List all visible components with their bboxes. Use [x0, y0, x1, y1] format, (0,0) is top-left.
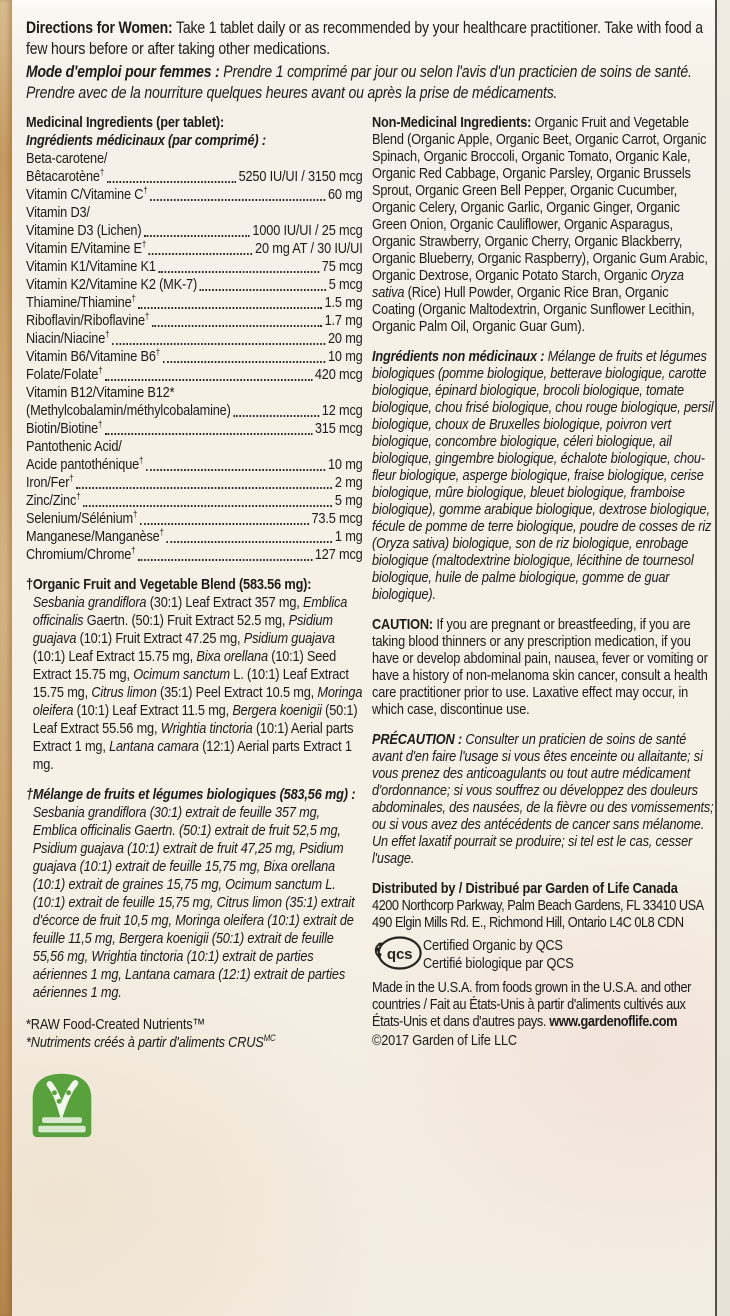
dot-leader — [146, 469, 326, 471]
text-segment: (50:1) Leaf Extract 55.56 mg, — [32, 702, 358, 737]
ingredient-name: Chromium/Chrome† — [26, 545, 136, 563]
dot-leader — [149, 253, 253, 255]
ingredient-amount: 10 mg — [328, 456, 363, 473]
text-segment: Consulter un praticien de soins de santé avant d'en faire l'usage si vous êtes enceinte ou allaitante; si vous prenez des anticoagulants ou tout autre médicament d'ordonnance; si vous souffrez ou développez des douleurs abdominales, des nausées, de la fièvre ou des vomissements; ou si vous avez des antécédents de cancer sans mélanome. Un effet laxatif pourrait se produire; si tel est le cas, cesser l'usage. — [372, 731, 714, 867]
text-segment: Lantana camara — [109, 738, 199, 755]
text-segment: Made in the U.S.A. from foods grown in the U.S.A. and other countries / Fait au États-Unis à partir d'aliments cultivés aux États-Unis et dans d'autres pays. — [372, 979, 692, 1030]
text-segment: Wrightia tinctoria — [160, 720, 253, 737]
text-segment: Ocimum sanctum — [133, 666, 231, 683]
text-segment: *Nutriments créés à partir d'aliments CRUS — [26, 1034, 264, 1051]
ingredient-amount: 1000 IU/UI / 25 mcg — [252, 222, 363, 239]
dot-leader — [150, 199, 325, 201]
organic-blend-fr — [26, 786, 363, 1002]
directions-en-lead: Directions for Women: — [26, 19, 173, 37]
ingredient-name: Vitamine D3 (Lichen) — [26, 222, 142, 239]
text-segment: Sesbania grandiflora (30:1) extrait de feuille 357 mg, Emblica officinalis Gaertn. (50:1) extrait de fruit 52,5 mg, Psidium guajava (10:1) extrait de fruit 47,25 mg, Psidium guajava (10:1) extrait de feuille 15,75 mg, Bixa orellana (10:1) extrait de graines 15,75 mg, Ocimum sanctum L. (10:1) extrait de feuille 15,75 mg, Citrus limon (35:1) extrait d'écorce de fruit 10,5 mg, Moringa oleifera (10:1) extrait de feuille 11,5 mg, Bergera koenigii (50:1) extrait de feuille 55,56 mg, Wrightia tinctoria (10:1) extrait de parties aériennes 1 mg, Lantana camara (12:1) extrait de parties aériennes 1 mg. — [32, 804, 355, 1001]
text-segment: *RAW Food-Created Nutrients — [26, 1016, 193, 1033]
text-segment: www.gardenoflife.com — [549, 1013, 678, 1030]
organic-blend-en — [26, 576, 363, 774]
footnote-marker: † — [98, 419, 103, 429]
text-segment: Bixa orellana — [196, 648, 268, 665]
ingredient-amount: 5 mcg — [328, 276, 363, 293]
ingredient-amount: 12 mcg — [321, 402, 363, 419]
directions-fr — [26, 62, 706, 103]
copyright: ©2017 Garden of Life LLC — [372, 1032, 517, 1049]
dot-leader — [105, 433, 312, 435]
footnote-marker: † — [99, 167, 105, 177]
non-medicinal-fr — [372, 348, 714, 603]
footnote-marker: † — [76, 491, 81, 501]
text-segment: Moringa oleifera — [32, 684, 363, 719]
ingredient-amount: 420 mcg — [314, 366, 363, 383]
ingredient-amount: 1.7 mg — [324, 312, 363, 329]
ingredient-row — [26, 510, 363, 528]
ingredient-row — [26, 258, 363, 276]
dot-leader — [138, 307, 322, 309]
dot-leader — [152, 325, 322, 327]
text-segment: L. (10:1) Leaf Extract 15.75 mg, — [32, 666, 349, 701]
ingredient-row — [26, 222, 363, 240]
ingredient-name: Vitamin D3/ — [26, 204, 90, 221]
ingredient-row — [26, 330, 363, 348]
ingredient-name: Biotin/Biotine† — [26, 419, 103, 437]
text-segment: PRÉCAUTION : — [372, 731, 466, 748]
ingredient-name: Vitamin E/Vitamine E† — [26, 239, 147, 257]
text-segment: If you are pregnant or breastfeeding, if you are taking blood thinners or any prescription medication, if you have or develop abdominal pain, nausea, fever or vomiting or have a history of non-melanoma skin cancer, consult a health care practitioner prior to use. Laxative effect may occur, in which case, discontinue use. — [372, 616, 708, 718]
text-segment: (12:1) Aerial parts Extract 1 mg. — [32, 738, 352, 773]
ingredient-name: (Methylcobalamin/méthylcobalamine) — [26, 402, 231, 419]
caution-en — [372, 616, 714, 718]
footnote-marker: † — [69, 473, 74, 483]
ingredient-row — [26, 294, 363, 312]
dot-leader — [200, 289, 327, 291]
text-segment: (35:1) Peel Extract 10.5 mg, — [156, 684, 318, 701]
ingredient-name: Selenium/Sélénium† — [26, 509, 138, 527]
footnote-raw-en — [26, 1016, 363, 1034]
ingredient-name: Folate/Folate† — [26, 365, 103, 383]
footnote-marker: † — [143, 185, 148, 195]
directions-section — [26, 18, 706, 106]
caution-fr — [372, 731, 714, 867]
ingredient-row — [26, 276, 363, 294]
label-right-edge — [716, 0, 730, 1316]
ingredient-row — [26, 312, 363, 330]
ingredient-name: Vitamin B6/Vitamine B6† — [26, 347, 160, 365]
label-top-highlight — [12, 0, 715, 9]
text-segment: CAUTION: — [372, 616, 437, 633]
ingredient-row — [26, 384, 363, 402]
dot-leader — [83, 505, 332, 507]
text-segment: (10:1) Fruit Extract 47.25 mg, — [76, 630, 244, 647]
ingredient-name: Iron/Fer† — [26, 473, 74, 491]
footnote-marker: † — [105, 329, 110, 339]
text-segment: Non-Medicinal Ingredients: — [372, 114, 535, 131]
left-column — [26, 114, 363, 1145]
dot-leader — [138, 559, 312, 561]
footnote-marker: † — [139, 455, 144, 465]
footnote-marker: † — [131, 293, 136, 303]
ingredient-name: Bêtacarotène† — [26, 167, 105, 185]
text-segment: ™ — [192, 1016, 206, 1033]
ingredient-row — [26, 456, 363, 474]
footnotes — [26, 1016, 363, 1052]
dot-leader — [112, 343, 326, 345]
footnote-marker: † — [141, 239, 147, 249]
ingredient-name: Vitamin B12/Vitamine B12* — [26, 384, 175, 401]
dot-leader — [233, 415, 319, 417]
text-segment: (30:1) Leaf Extract 357 mg, — [146, 594, 304, 611]
svg-text:qcs: qcs — [386, 945, 413, 963]
dot-leader — [107, 181, 236, 183]
footnote-marker: † — [131, 545, 136, 555]
dot-leader — [140, 523, 309, 525]
ingredient-row — [26, 402, 363, 420]
ingredient-row — [26, 546, 363, 564]
ingredient-name: Vitamin K2/Vitamine K2 (MK-7) — [26, 276, 198, 293]
footnote-marker: † — [98, 365, 103, 375]
certified-vegan-badge-icon — [26, 1070, 98, 1140]
dot-leader — [76, 487, 332, 489]
ingredient-row — [26, 348, 363, 366]
right-column — [372, 114, 714, 1049]
ingredient-name: Zinc/Zinc† — [26, 491, 81, 509]
text-segment: MC — [263, 1033, 276, 1043]
ingredient-row — [26, 420, 363, 438]
made-in-statement — [372, 979, 714, 1030]
text-segment: †Organic Fruit and Vegetable Blend (583.56 mg): — [26, 576, 312, 593]
text-segment: Emblica officinalis — [32, 594, 348, 629]
ingredient-name: Vitamin K1/Vitamine K1 — [26, 258, 156, 275]
text-segment: (10:1) Leaf Extract 15.75 mg, — [32, 648, 197, 665]
directions-fr-text: Prendre 1 comprimé par jour ou selon l'avis d'un practicien de soins de santé. Prendre avec de la nourriture quelques heures avant ou après la prise de médicaments. — [26, 63, 692, 102]
distributor-address-cdn: 490 Elgin Mills Rd. E., Richmond Hill, Ontario L4C 0L8 CDN — [372, 914, 684, 931]
text-segment: †Mélange de fruits et légumes biologiques (583,56 mg) : — [26, 786, 356, 803]
ingredient-amount: 315 mcg — [314, 420, 363, 437]
ingredient-row — [26, 204, 363, 222]
dot-leader — [158, 271, 319, 273]
qcs-organic-logo-icon — [372, 933, 424, 973]
ingredient-row — [26, 150, 363, 168]
qcs-certification-text — [423, 937, 574, 973]
text-segment: Oryza sativa — [372, 267, 684, 301]
ingredient-row — [26, 492, 363, 510]
qcs-certification-row — [372, 933, 714, 977]
text-segment: (10:1) Aerial parts Extract 1 mg, — [32, 720, 354, 755]
text-segment: Organic Fruit and Vegetable Blend (Organic Apple, Organic Beet, Organic Carrot, Organic Spinach, Organic Broccoli, Organic Tomato, Organic Kale, Organic Red Cabbage, Organic Parsley, Organic Brussels Sprout, Organic Green Bell Pepper, Organic Cucumber, Organic Celery, Organic Garlic, Organic Ginger, Organic Green Onion, Organic Cauliflower, Organic Asparagus, Organic Strawberry, Organic Cherry, Organic Blackberry, Organic Blueberry, Organic Raspberry), Organic Gum Arabic, Organic Dextrose, Organic Potato Starch, Organic — [372, 114, 708, 284]
ingredient-amount: 10 mg — [328, 348, 363, 365]
ingredient-name: Pantothenic Acid/ — [26, 438, 122, 455]
ingredient-row — [26, 474, 363, 492]
ingredient-amount: 127 mcg — [314, 546, 363, 563]
ingredient-row — [26, 168, 363, 186]
ingredient-name: Manganese/Manganèse† — [26, 527, 164, 545]
medicinal-heading-fr: Ingrédients médicinaux (par comprimé) : — [26, 132, 266, 149]
ingredient-name: Beta-carotene/ — [26, 150, 108, 167]
ingredient-amount: 73.5 mcg — [311, 510, 363, 527]
medicinal-ingredient-list — [26, 150, 363, 564]
ingredient-amount: 60 mg — [328, 186, 363, 203]
text-segment: Sesbania grandiflora — [32, 594, 147, 611]
text-segment: (Rice) Hull Powder, Organic Rice Bran, Organic Coating (Organic Maltodextrin, Organic Sunflower Lecithin, Organic Palm Oil, Organic Guar Gum). — [372, 284, 695, 335]
ingredient-row — [26, 240, 363, 258]
certified-organic-en: Certified Organic by QCS — [423, 937, 563, 954]
dot-leader — [166, 541, 332, 543]
text-segment: (10:1) Seed Extract 15.75 mg, — [32, 648, 337, 683]
label-left-edge — [0, 0, 12, 1316]
ingredient-name: Acide pantothénique† — [26, 455, 144, 473]
ingredient-name: Riboflavin/Riboflavine† — [26, 311, 150, 329]
text-segment: Psidium guajava — [243, 630, 335, 647]
text-segment: Mélange de fruits et légumes biologiques (pomme biologique, betterave biologique, carotte biologique, épinard biologique, brocoli biologique, tomate biologique, chou frisé biologique, chou rouge biologique, persil biologique, choux de Bruxelles biologique, poivron vert biologique, concombre biologique, céleri biologique, ail biologique, gingembre biologique, échalote biologique, chou-fleur biologique, asperge biologique, fraise biologique, cerise biologique, mûre biologique, bleuet biologique, framboise biologique), gomme arabique biologique, dextrose biologique, fécule de pomme de terre biologique, poudre de cosses de riz (Oryza sativa) biologique, son de riz biologique, enrobage biologique (maltodextrine biologique, lécithine de tournesol biologique, huile de palme biologique, gomme de guar biologique). — [372, 348, 714, 603]
label-right-edge-line — [715, 0, 717, 1316]
ingredient-row — [26, 366, 363, 384]
medicinal-heading-en: Medicinal Ingredients (per tablet): — [26, 114, 225, 131]
text-segment: (10:1) Leaf Extract 11.5 mg, — [73, 702, 233, 719]
text-segment: Ingrédients non médicinaux : — [372, 348, 548, 365]
distributed-by: Distributed by / Distribué par Garden of Life Canada — [372, 880, 678, 897]
ingredient-amount: 20 mg — [328, 330, 363, 347]
ingredient-amount: 2 mg — [334, 474, 363, 491]
dot-leader — [163, 361, 326, 363]
directions-fr-lead: Mode d'emploi pour femmes : — [26, 63, 220, 81]
text-segment: Psidium guajava — [32, 612, 333, 647]
ingredient-name: Niacin/Niacine† — [26, 329, 110, 347]
directions-en-text: Take 1 tablet daily or as recommended by your healthcare practitioner. Take with food a few hours before or after taking other medications. — [26, 19, 703, 58]
footnote-marker: † — [159, 527, 164, 537]
ingredient-name: Thiamine/Thiamine† — [26, 293, 136, 311]
certified-organic-fr: Certifié biologique par QCS — [423, 955, 574, 972]
ingredient-amount: 1 mg — [334, 528, 363, 545]
footnote-marker: † — [132, 509, 138, 519]
ingredient-row — [26, 438, 363, 456]
text-segment: Gaertn. (50:1) Fruit Extract 52.5 mg, — [83, 612, 289, 629]
text-segment: Citrus limon — [91, 684, 157, 701]
distributor-section — [372, 880, 714, 1049]
ingredient-row — [26, 186, 363, 204]
ingredient-amount: 20 mg AT / 30 IU/UI — [255, 240, 363, 257]
text-segment: Bergera koenigii — [232, 702, 322, 719]
footnote-marker: † — [144, 311, 150, 321]
ingredient-amount: 1.5 mg — [324, 294, 363, 311]
ingredient-name: Vitamin C/Vitamine C† — [26, 185, 148, 203]
non-medicinal-en — [372, 114, 714, 335]
footnote-marker: † — [155, 347, 160, 357]
ingredient-amount: 75 mcg — [321, 258, 363, 275]
directions-en — [26, 18, 706, 59]
ingredient-amount: 5 mg — [334, 492, 363, 509]
distributor-address-us: 4200 Northcorp Parkway, Palm Beach Gardens, FL 33410 USA — [372, 897, 704, 914]
dot-leader — [105, 379, 312, 381]
dot-leader — [144, 235, 250, 237]
ingredient-amount: 5250 IU/UI / 3150 mcg — [238, 168, 363, 185]
footnote-raw-fr — [26, 1034, 363, 1052]
vegan-badge-wrap — [26, 1070, 363, 1145]
ingredient-row — [26, 528, 363, 546]
